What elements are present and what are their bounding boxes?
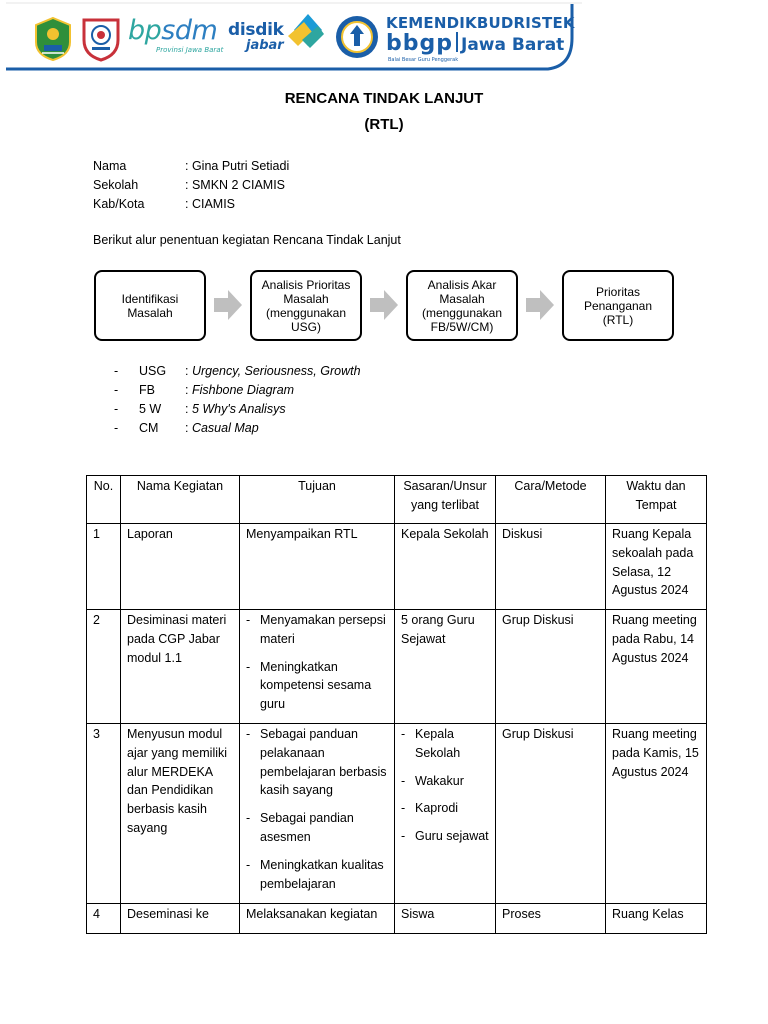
flow-step-akar-masalah: Analisis Akar Masalah (menggunakan FB/5W/CM) [406,270,518,341]
intro-text: Berikut alur penentuan kegiatan Rencana Tindak Lanjut [93,233,401,247]
cell-nama-kegiatan: Deseminasi ke [121,904,240,934]
legend-desc: Urgency, Seriousness, Growth [191,364,361,379]
column-header: Nama Kegiatan [121,476,240,524]
bbgp-acronym: bbgp [386,31,453,56]
column-header: Cara/Metode [496,476,606,524]
cell-tujuan-list [246,725,388,893]
cell-waktu-tempat: Ruang meeting pada Kamis, 15 Agustus 2024 [606,724,707,904]
list-item: - Kepala Sekolah [401,725,489,763]
legend-item [114,362,361,381]
legend-dash: - [114,401,119,416]
flow-arrow-icon [214,290,242,320]
bpsdm-logo [128,16,223,55]
list-item: - Sebagai pandian asesmen [246,809,388,847]
table-row [87,904,707,934]
list-item: - Meningkatkan kompetensi sesama guru [246,658,388,714]
table-row [87,610,707,724]
legend-colon: : [185,364,192,379]
disdik-logo-text: disdik [228,20,284,40]
legend-abbr: 5 W [139,401,162,416]
bpsdm-logo-text: bpsdm [128,15,218,46]
ou-emblem-icon [80,16,122,62]
legend-desc: Casual Map [191,420,259,435]
table-row [87,524,707,610]
cell-waktu-tempat: Ruang meeting pada Rabu, 14 Agustus 2024 [606,610,707,724]
bbgp-wordmark [386,32,575,57]
wordmark-divider [456,32,458,52]
document-subtitle: (RTL) [364,116,404,133]
disdik-emblem-icon [284,10,326,52]
legend-colon: : [185,383,192,398]
cell-tujuan: Melaksanakan kegiatan [240,904,395,934]
legend-dash: - [114,383,119,398]
cell-sasaran: Siswa [395,904,496,934]
bpsdm-logo-subtitle: Provinsi Jawa Barat [156,46,224,54]
legend-desc: 5 Why's Analisys [191,401,286,416]
cell-metode: Grup Diskusi [496,724,606,904]
rtl-table [86,475,707,934]
column-header: Waktu dan Tempat [606,476,707,524]
ministry-name: KEMENDIKBUDRISTEK [386,14,575,32]
table-row [87,724,707,904]
bbgp-subtitle: Balai Besar Guru Penggerak [388,57,459,63]
legend-desc: Fishbone Diagram [191,383,295,398]
flow-arrow-icon [370,290,398,320]
cell-metode: Diskusi [496,524,606,610]
legend-item [114,400,361,419]
legend-abbr: CM [139,420,159,435]
cell-no: 2 [87,610,121,724]
cell-no: 3 [87,724,121,904]
cell-waktu-tempat: Ruang Kelas [606,904,707,934]
legend-dash: - [114,420,119,435]
cell-tujuan [240,610,395,724]
rtl-flow-diagram [0,268,768,344]
identity-row-nama [93,157,289,176]
column-header: Sasaran/Unsur yang terlibat [395,476,496,524]
legend-item [114,418,361,437]
flow-arrow-icon [526,290,554,320]
disdik-logo-subtitle: jabar [246,38,284,53]
identity-value: : Gina Putri Setiadi [185,159,290,174]
list-item: - Wakakur [401,772,489,791]
column-header: Tujuan [240,476,395,524]
list-item: - Sebagai panduan pelakanaan pembelajaran berbasis kasih sayang [246,725,388,800]
legend-colon: : [185,420,192,435]
disdik-logo [228,22,284,54]
cell-nama-kegiatan: Menyusun modul ajar yang memiliki alur MERDEKA dan Pendidikan berbasis kasih sayang [121,724,240,904]
cell-sasaran: Kepala Sekolah [395,524,496,610]
jabar-emblem-icon [32,16,74,62]
cell-no: 1 [87,524,121,610]
legend-colon: : [185,401,192,416]
cell-sasaran [395,724,496,904]
cell-sasaran-list [401,725,489,846]
legend-dash: - [114,364,119,379]
cell-nama-kegiatan: Laporan [121,524,240,610]
document-title: RENCANA TINDAK LANJUT [284,90,484,107]
legend-item [114,381,361,400]
cell-tujuan: Menyampaikan RTL [240,524,395,610]
cell-nama-kegiatan: Desiminasi materi pada CGP Jabar modul 1.1 [121,610,240,724]
cell-sasaran: 5 orang Guru Sejawat [395,610,496,724]
kemendikbudristek-logo [386,14,575,63]
cell-tujuan [240,724,395,904]
cell-tujuan-list [246,611,388,714]
cell-metode: Grup Diskusi [496,610,606,724]
identity-row-kabkota [93,194,289,213]
identity-label: Sekolah [93,178,139,193]
legend-abbr: USG [139,364,167,379]
cell-waktu-tempat: Ruang Kepala sekoalah pada Selasa, 12 Agustus 2024 [606,524,707,610]
list-item: - Menyamakan persepsi materi [246,611,388,649]
identity-value: : CIAMIS [185,196,236,211]
identity-block [93,157,289,213]
list-item: - Meningkatkan kualitas pembelajaran [246,856,388,894]
list-item: - Kaprodi [401,799,489,818]
cell-metode: Proses [496,904,606,934]
cell-no: 4 [87,904,121,934]
flow-step-prioritas-masalah: Analisis Prioritas Masalah (menggunakan USG) [250,270,362,341]
identity-value: : SMKN 2 CIAMIS [185,178,286,193]
list-item: - Guru sejawat [401,827,489,846]
header-banner [0,0,768,78]
bbgp-region: Jawa Barat [461,35,565,55]
column-header: No. [87,476,121,524]
table-header-row [87,476,707,524]
identity-label: Kab/Kota [93,196,145,211]
flow-step-identifikasi: Identifikasi Masalah [94,270,206,341]
flow-step-prioritas-penanganan: Prioritas Penanganan (RTL) [562,270,674,341]
abbreviation-legend [114,362,361,437]
identity-row-sekolah [93,176,289,195]
tut-wuri-emblem-icon [334,14,380,60]
identity-label: Nama [93,159,127,174]
legend-abbr: FB [139,383,155,398]
table-body [87,524,707,934]
